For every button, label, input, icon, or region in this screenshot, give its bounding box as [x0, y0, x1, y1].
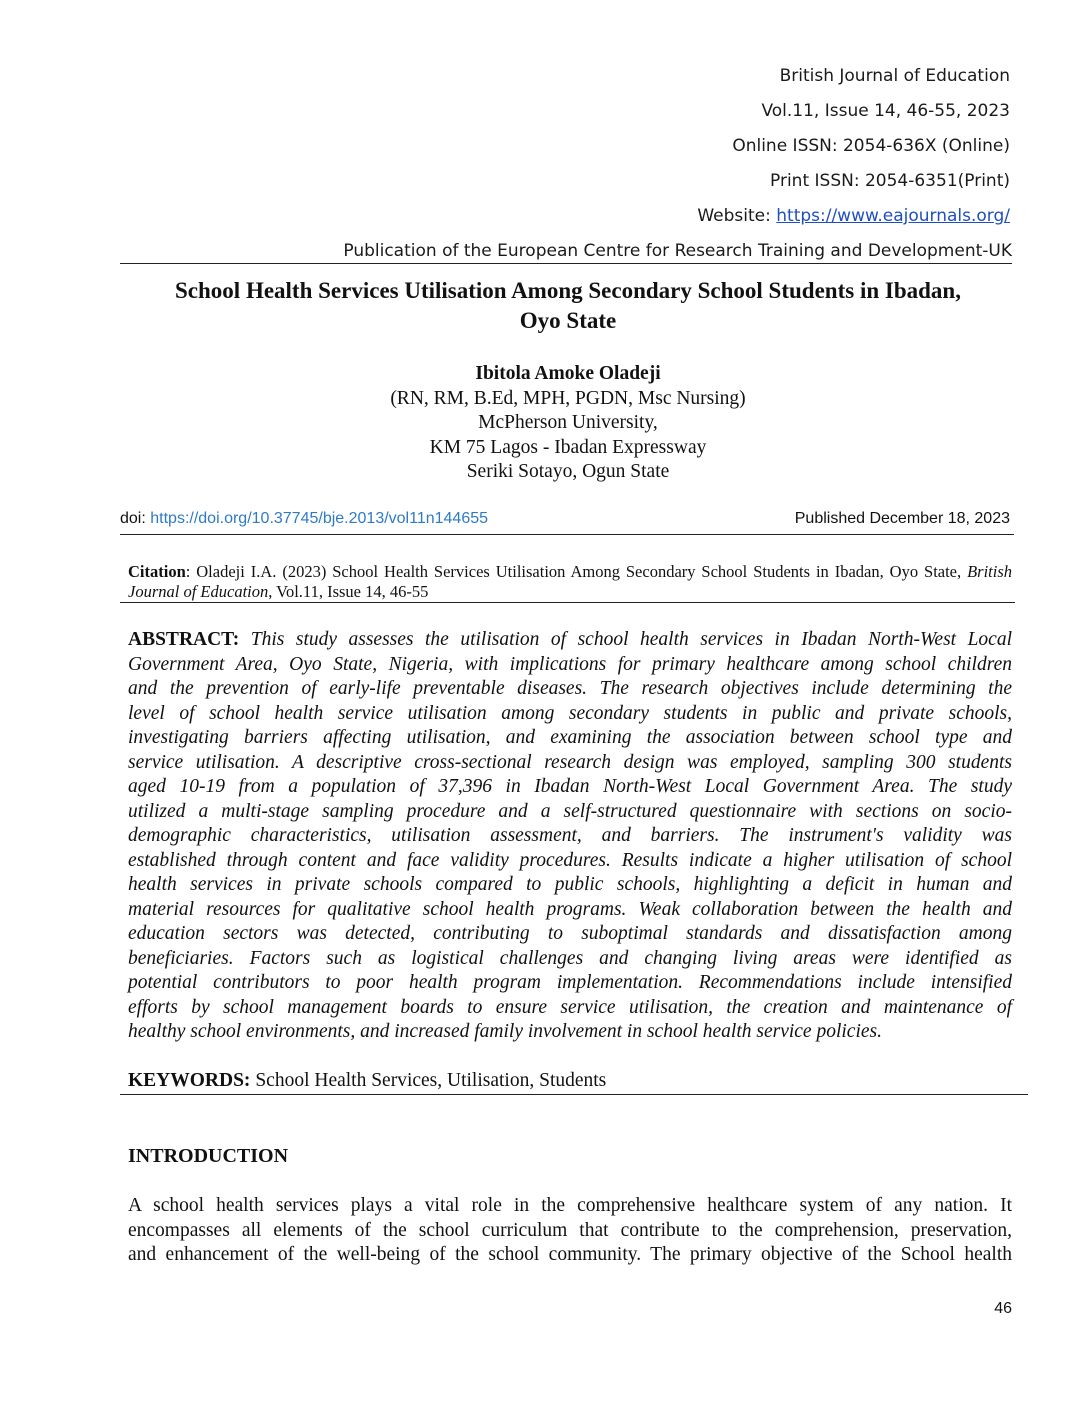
abstract-line: education sectors was detected, contributing to suboptimal standards and dissatisfaction among — [128, 923, 1012, 944]
doi-row — [120, 508, 1014, 535]
doi-label: doi: — [120, 510, 151, 527]
citation-tail: , Vol.11, Issue 14, 46-55 — [268, 582, 429, 601]
abstract-line: efforts by school management boards to ensure service utilisation, the creation and maintenance of — [128, 996, 1012, 1018]
print-issn: Print ISSN: 2054-6351(Print) — [770, 171, 1010, 191]
body-line: and enhancement of the well-being of the school community. The primary objective of the School health — [128, 1244, 1012, 1265]
introduction-heading: INTRODUCTION — [128, 1145, 289, 1167]
author-block — [120, 362, 1016, 485]
abstract-line: investigating barriers affecting utilisation, and examining the association between school type and — [128, 727, 1012, 748]
abstract-line: Government Area, Oyo State, Nigeria, with implications for primary healthcare among school children — [128, 653, 1012, 675]
citation-text: : Oladeji I.A. (2023) School Health Services Utilisation Among Secondary School Students in Ibadan, Oyo State, — [185, 562, 962, 581]
journal-volume: Vol.11, Issue 14, 46-55, 2023 — [761, 101, 1010, 121]
paper-title — [120, 276, 1016, 336]
abstract-line: service utilisation. A descriptive cross-sectional research design was employed, sampling 300 students — [128, 751, 1012, 773]
citation-label: Citation — [128, 562, 186, 581]
author-address-1: KM 75 Lagos - Ibadan Expressway — [429, 436, 707, 458]
citation-journal: British Journal of Education — [128, 562, 1013, 601]
abstract-line: aged 10-19 from a population of 37,396 in Ibadan North-West Local Government Area. The study — [128, 776, 1012, 797]
abstract-label: ABSTRACT: — [128, 629, 240, 650]
abstract-line: level of school health service utilisation among secondary students in public and private schools, — [128, 702, 1012, 724]
introduction-body — [128, 1194, 1012, 1268]
keywords-divider — [120, 1094, 1028, 1095]
online-issn: Online ISSN: 2054-636X (Online) — [732, 136, 1010, 156]
abstract-line: demographic characteristics, utilisation assessment, and barriers. The instrument's validity was — [128, 825, 1012, 846]
citation-divider — [120, 602, 1015, 603]
abstract-line: established through content and face validity procedures. Results indicate a higher utilisation of school — [128, 849, 1012, 871]
author-credentials: (RN, RM, B.Ed, MPH, PGDN, Msc Nursing) — [390, 387, 746, 409]
keywords-label: KEYWORDS: — [128, 1070, 251, 1091]
author-name: Ibitola Amoke Oladeji — [475, 363, 661, 384]
body-line: A school health services plays a vital role in the comprehensive healthcare system of any nation. It — [128, 1195, 1012, 1216]
author-address-2: Seriki Sotayo, Ogun State — [466, 461, 670, 482]
title-line-2: Oyo State — [519, 308, 617, 333]
author-affiliation: McPherson University, — [478, 412, 658, 433]
website-link[interactable]: https://www.eajournals.org/ — [776, 206, 1010, 226]
abstract-line: potential contributors to poor health program implementation. Recommendations include intensified — [128, 972, 1012, 993]
website-label: Website: — [697, 206, 777, 226]
keywords — [128, 1069, 1012, 1093]
title-line-1: School Health Services Utilisation Among Secondary School Students in Ibadan, — [175, 278, 961, 303]
abstract-line: and the prevention of early-life preventable diseases. The research objectives include determining the — [128, 678, 1012, 699]
abstract-line: healthy school environments, and increased family involvement in school health service policies. — [128, 1021, 882, 1042]
abstract — [128, 628, 1012, 1045]
publisher-line: Publication of the European Centre for Research Training and Development-UK — [120, 240, 1012, 264]
doi-link[interactable]: https://doi.org/10.37745/bje.2013/vol11n144655 — [150, 510, 489, 527]
page-number: 46 — [994, 1300, 1012, 1317]
citation — [128, 562, 1012, 602]
abstract-line: material resources for qualitative school health programs. Weak collaboration between the health and — [128, 898, 1012, 920]
journal-name: British Journal of Education — [779, 66, 1010, 86]
body-line: encompasses all elements of the school curriculum that contribute to the comprehension, preservation, — [128, 1219, 1012, 1241]
abstract-line: beneficiaries. Factors such as logistical challenges and changing living areas were identified as — [128, 947, 1012, 969]
keywords-text: School Health Services, Utilisation, Students — [250, 1070, 607, 1091]
abstract-line: health services in private schools compared to public schools, highlighting a deficit in human and — [128, 874, 1012, 895]
website-line — [697, 205, 1010, 227]
published-date: Published December 18, 2023 — [794, 510, 1010, 527]
abstract-line: utilized a multi-stage sampling procedure and a self-structured questionnaire with sections on socio- — [128, 800, 1012, 822]
abstract-line: ABSTRACT: This study assesses the utilisation of school health services in Ibadan North-West Local — [128, 629, 1012, 650]
